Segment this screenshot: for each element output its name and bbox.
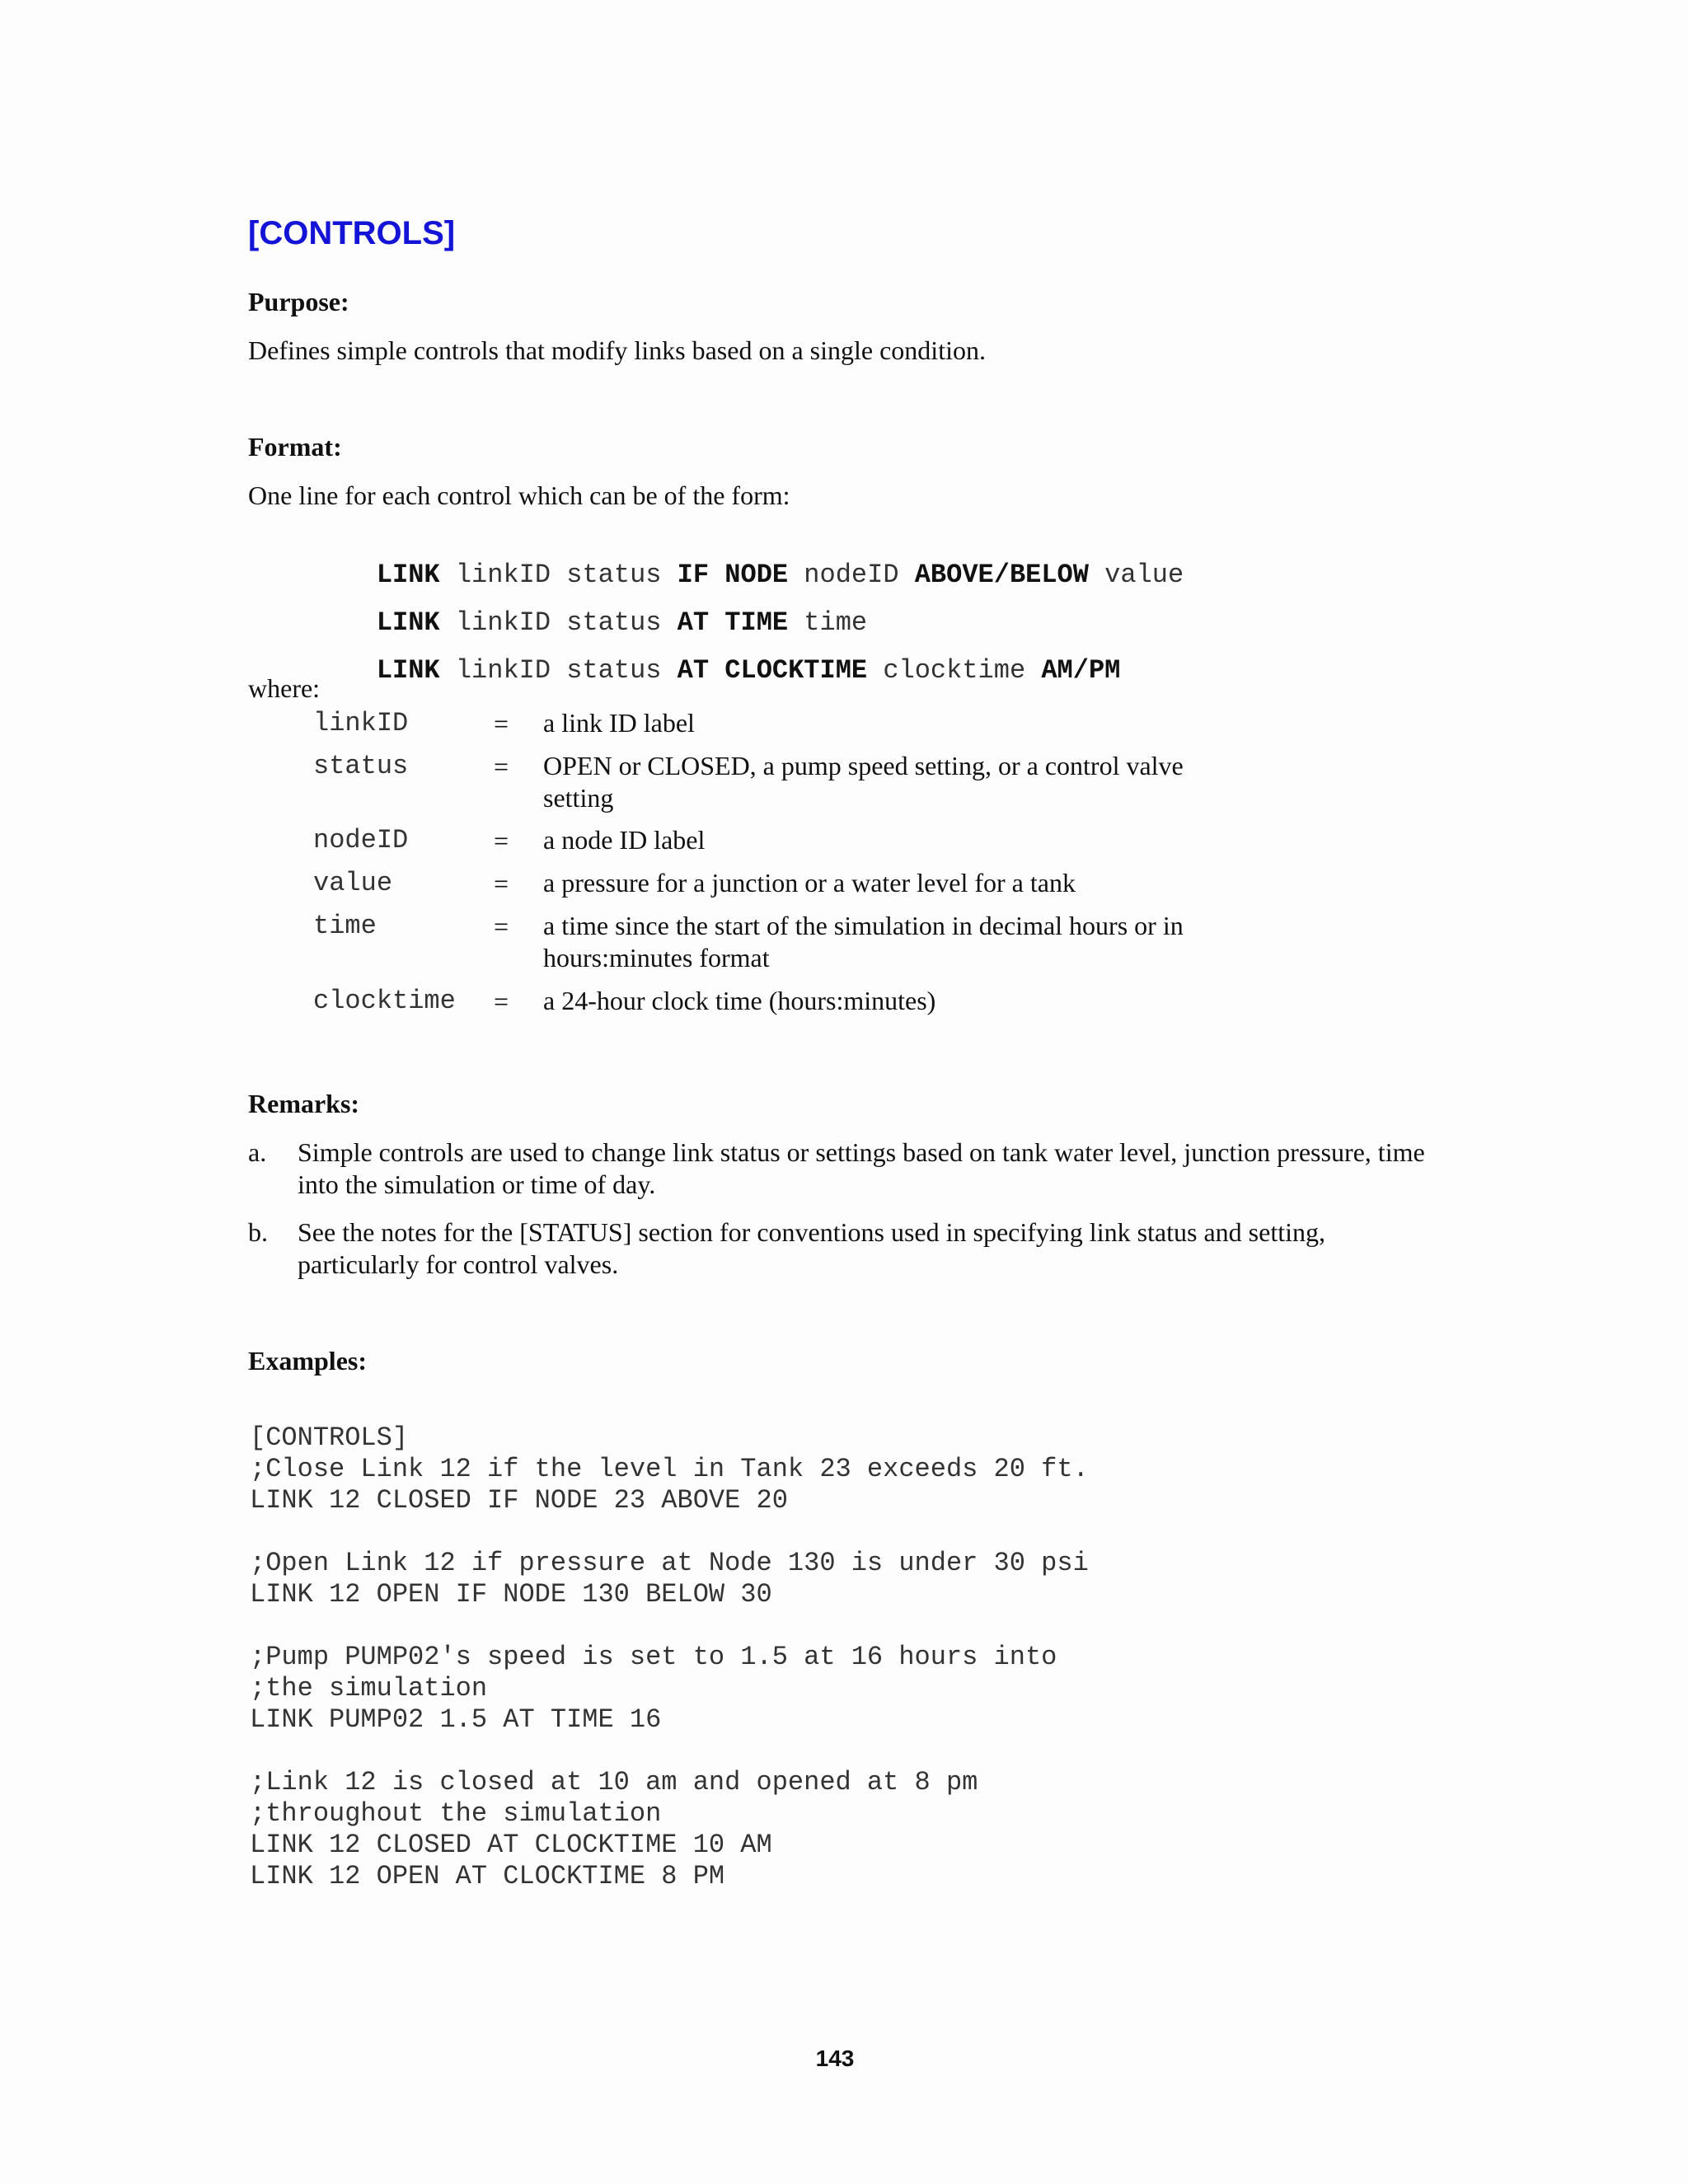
equals-sign: = <box>494 826 509 855</box>
remark-text: See the notes for the [STATUS] section for conventions used in specifying link status and setting, particularly for control valves. <box>298 1217 1325 1279</box>
definition-term: clocktime <box>313 986 456 1016</box>
purpose-text: Defines simple controls that modify links based on a single condition. <box>248 335 986 365</box>
format-intro: One line for each control which can be of the form: <box>248 480 790 510</box>
keyword: AT TIME <box>677 607 789 638</box>
section-heading: [CONTROLS] <box>248 215 456 251</box>
keyword: LINK <box>376 560 440 590</box>
keyword: LINK <box>376 607 440 638</box>
format-title: Format: <box>248 432 342 462</box>
definition-description: a time since the start of the simulation in decimal hours or in hours:minutes format <box>543 911 1184 972</box>
definition-term: time <box>313 911 377 941</box>
format-line <box>313 621 1120 720</box>
definition-description: a node ID label <box>543 825 706 855</box>
definition-term: nodeID <box>313 825 409 855</box>
keyword: IF NODE <box>677 560 789 590</box>
page-number: 143 <box>815 2046 855 2071</box>
placeholder: linkID status <box>439 607 678 638</box>
keyword: LINK <box>376 655 440 686</box>
equals-sign: = <box>494 912 509 941</box>
definition-term: status <box>313 751 409 781</box>
equals-sign: = <box>494 987 509 1016</box>
equals-sign: = <box>494 709 509 738</box>
remark-text: Simple controls are used to change link status or settings based on tank water level, junction pressure, time into the simulation or time of day. <box>298 1137 1425 1199</box>
purpose-title: Purpose: <box>248 287 349 316</box>
placeholder: time <box>788 607 868 638</box>
equals-sign: = <box>494 869 509 898</box>
remark-marker: a. <box>248 1137 267 1167</box>
placeholder: nodeID <box>788 560 915 590</box>
keyword: AM/PM <box>1041 655 1121 686</box>
keyword: ABOVE/BELOW <box>914 560 1089 590</box>
keyword: AT CLOCKTIME <box>677 655 868 686</box>
definition-term: value <box>313 868 393 898</box>
placeholder: value <box>1088 560 1184 590</box>
placeholder: linkID status <box>439 655 678 686</box>
definition-description: OPEN or CLOSED, a pump speed setting, or a control valve setting <box>543 751 1184 813</box>
remarks-title: Remarks: <box>248 1089 360 1118</box>
example-code-block: [CONTROLS] ;Close Link 12 if the level in Tank 23 exceeds 20 ft. LINK 12 CLOSED IF NODE 23 ABOVE 20 ;Open Link 12 if pressure at Node 130 is under 30 psi LINK 12 OPEN IF NODE 130 BELOW 30 ;Pump PUMP02's speed is set to 1.5 at 16 hours into ;the simulation LINK PUMP02 1.5 AT TIME 16 ;Link 12 is closed at 10 am and opened at 8 pm ;throughout the simulation LINK 12 CLOSED AT CLOCKTIME 10 AM LINK 12 OPEN AT CLOCKTIME 8 PM <box>250 1422 1089 1891</box>
equals-sign: = <box>494 752 509 781</box>
definition-description: a link ID label <box>543 708 695 738</box>
definition-description: a 24-hour clock time (hours:minutes) <box>543 986 936 1015</box>
definition-term: linkID <box>313 708 409 738</box>
examples-title: Examples: <box>248 1346 367 1376</box>
definition-description: a pressure for a junction or a water level for a tank <box>543 868 1076 898</box>
placeholder: clocktime <box>867 655 1042 686</box>
placeholder: linkID status <box>439 560 678 590</box>
where-label: where: <box>248 673 321 703</box>
remark-marker: b. <box>248 1217 268 1247</box>
